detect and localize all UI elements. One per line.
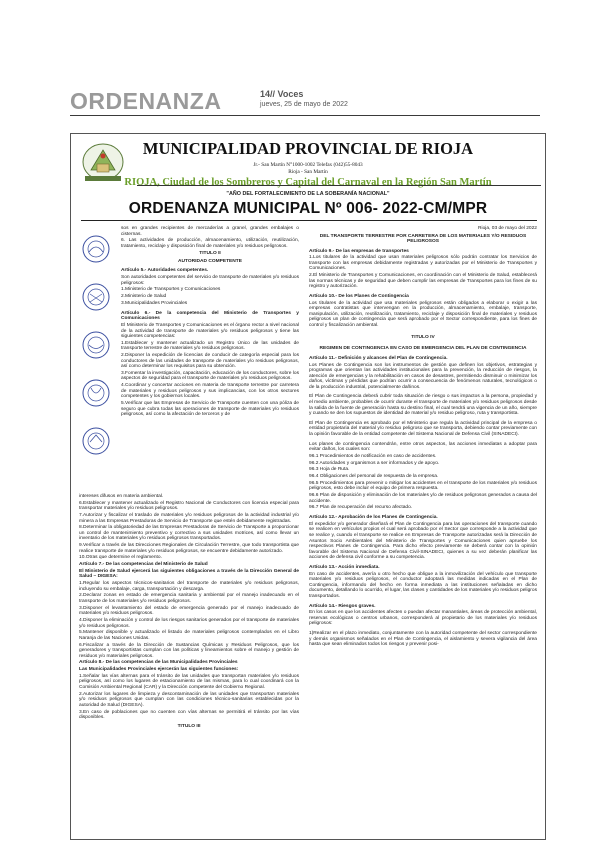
article-heading: Artículo 11.- Definición y alcances del Plan de Contingencia. — [309, 355, 448, 361]
section-heading: TITULO III — [177, 723, 201, 729]
municipality-name: MUNICIPALIDAD PROVINCIAL DE RIOJA — [142, 139, 474, 158]
paragraph: 96.3 Hoja de Ruta. — [309, 467, 350, 473]
article-heading: El Ministerio de Salud ejercerá las siguientes obligaciones a través de la Dirección General de Salud – DIGESA: — [79, 568, 299, 580]
spacer — [309, 341, 537, 344]
paragraph: 2.El Ministerio de Transportes y Comunicaciones, en coordinación con el Ministerio de Salud, establecerá las normas técnicas y de seguridad que deben cumplir las empresas de Transportes para los fines de su registro y autorización. — [309, 273, 537, 290]
location: Rioja - San Martín — [288, 169, 328, 175]
seal-icon — [81, 330, 111, 360]
paragraph: Los planes de contingencia contendrán, entre otros aspectos, las acciones inmediatas a adoptar para evitar daños, los cuales son: — [309, 441, 537, 453]
paragraph: En caso de accidentes, avería u otro hecho que obligue a la inmovilización del vehículo que transporte materiales y/o residuos peligrosos, el conductor adoptará las medidas indicadas en el Plan de Contingencia, informando del hecho en forma inmediata a las instituciones señaladas en dicho documento, detallando lo ocurrido, el lugar, las clases y cantidades de los materiales y/o residuos peligros transportados. — [309, 571, 537, 599]
paragraph: El Ministerio de Transportes y Comunicaciones es el órgano rector a nivel nacional de la actividad de transporte de materiales y/o residuos peligrosos y tiene las siguientes competencias: — [121, 322, 299, 340]
paragraph: 3.Disponer el levantamiento del estado de emergencia generado por el manejo inadecuado de materiales y/o residuos peligrosos. — [79, 605, 299, 617]
paragraph: 3.Municipalidades Provinciales — [121, 300, 188, 306]
paragraph: El Plan de Contingencia deberá cubrir toda situación de riesgo o sus impactos a la persona, propiedad y el medio ambiente, probables de ocurrir durante el transporte de materiales y/o residuos peligrosos desde la salida de la fuente de generación hasta su destino final, el cual tendrá una vigencia de un año, siempre y cuando se den los supuestos de identidad de material y/o residuo peligroso, ruta y transportista. — [309, 394, 537, 417]
paragraph: Son autoridades competentes del servicio de transporte de materiales y/o residuos peligrosos: — [121, 275, 299, 286]
section-heading: REGIMEN DE CONTINGENCIA EN CASO DE EMERGENCIA DEL PLAN DE CONTINGENCIA — [319, 346, 527, 352]
spacer — [309, 330, 537, 333]
paragraph: 4.Coordinar y concertar acciones en materia de transporte terrestre por carretera de materiales y residuos peligrosos y sus implicancias, con los otros sectores competentes y los gobiernos locales. — [121, 383, 299, 400]
paragraph: 10.Otras que determine el reglamento. — [79, 555, 162, 561]
article-heading: Artículo 9.- De las empresas de transportes — [309, 248, 409, 254]
article-heading: Artículo 10.- De los Planes de Contingencia — [309, 294, 409, 300]
paragraph: 96.1 Procedimientos de notificación en caso de accidentes. — [309, 453, 437, 459]
paragraph: 7.Autorizar y fiscalizar el traslado de materiales y/o residuos peligrosos de la actividad industrial y/o minera a las Empresas Prestadoras de Servicio de Transporte que estén debidamente registradas. — [79, 513, 299, 524]
article-heading: Artículo 8.- De las competencias de las Municipalidades Provinciales — [79, 660, 238, 666]
paragraph: intereses difusos en materia ambiental. — [79, 494, 164, 499]
paragraph: 8.Determinar la obligatoriedad de las Empresas Prestadoras de Servicio de Transporte a proporcionar un control de mantenimiento preventivo y correctivo a sus unidades motrices, así como llevar un inventario de los materiales y/o residuos peligrosos transportados. — [79, 525, 299, 542]
paragraph: sos en grandes recipientes de mercaderías a granel, grandes embalajes o cisternas. — [121, 226, 299, 237]
section-heading: DEL TRANSPORTE TERRESTRE POR CARRETERA DE LOS MATERIALES Y/O RESIDUOS PELIGROSOS — [319, 233, 527, 245]
masthead-rule — [70, 115, 540, 116]
section-heading: TITULO IV — [411, 334, 435, 340]
paragraph: 6.Establecer y mantener actualizado el Registro Nacional de Conductores con licencia especial para transportar materiales y/o residuos peligrosos. — [79, 500, 299, 512]
section-heading: TITULO II — [199, 251, 221, 257]
paragraph: 96.6 Plan de disposición y eliminación de los materiales y/o de residuos peligrosos generados a causa del accidente. — [309, 493, 537, 504]
left-column-bottom — [79, 494, 299, 730]
right-column — [309, 226, 537, 649]
paragraph: 1.Ministerio de Transportes y Comunicaciones — [121, 287, 221, 293]
masthead-issue: 14// Voces — [260, 89, 304, 99]
masthead-date: jueves, 25 de mayo de 2022 — [260, 101, 348, 108]
left-column-top — [121, 226, 299, 419]
seal-icon — [81, 378, 111, 408]
paragraph: El Plan de Contingencia es aprobado por el Ministerio que regula la actividad principal de la empresa o entidad propietaria del material y/o residuo peligroso que se transporta, debiendo contar previamente con la opinión favorable de la entidad competente del Sistema Nacional de Defensa Civil (SINADECI). — [309, 420, 537, 437]
paragraph: El expedidor y/o generador diseñará el Plan de Contingencia para las operaciones del transporte cuando se realicen en vehículos propios el cual será aprobado por el Sector que corresponde a la actividad que se realice y, cuando el transporte se realice en Empresas de Transporte autorizadas será la Dirección de Asuntos Socio Ambientales del Ministerio de Transportes y Comunicaciones quien apruebe los respectivos Planes de Contingencia. Para dicho efecto previamente se deberá contar con la opinión favorable del Sistema Nacional de Defensa Civil-SINADECI, quienes a su vez deberán planificar las acciones de defensa civil conforme a su competencia. — [309, 521, 537, 561]
masthead — [70, 86, 540, 116]
ordinance-title: ORDENANZA MUNICIPAL Nº 006- 2022-CM/MPR — [128, 200, 488, 217]
article-heading: Las Municipalidades Provinciales ejercerán las siguientes funciones: — [79, 667, 239, 673]
article-heading: Artículo 12.- Aprobación de los Planes de Contingencia. — [309, 515, 438, 521]
title-rule — [81, 220, 537, 221]
section-heading: AUTORIDAD COMPETENTE — [178, 258, 242, 264]
paragraph: 96.7 Plan de recuperación del recurso afectado. — [309, 505, 413, 511]
paragraph: 1.Establecer y mantener actualizado un Registro Único de las unidades de transporte terrestre de materiales y/o residuos peligrosos. — [121, 340, 299, 352]
paragraph: Los Planes de Contingencia son los instrumentos de gestión que definen los objetivos, estrategias y programas que orientan las actividades institucionales para la prevención, la reducción de riesgos, la atención de emergencias y la rehabilitación en casos de desastres, permitiendo disminuir o minimizar los daños, víctimas y pérdidas que podrían ocurrir a consecuencia de fenómenos naturales, tecnológicos o de la producción industrial, potencialmente dañinos. — [309, 362, 537, 390]
paragraph: 2.Declarar zonas en estado de emergencia sanitaria y ambiental por el manejo inadecuado en el transporte de los materiales y/o residuos peligrosos. — [79, 593, 299, 604]
paragraph: 2.Ministerio de Salud — [121, 294, 167, 300]
article-heading: Artículo 14.- Riesgos graves. — [309, 603, 376, 609]
paragraph: 4.Disponer la eliminación y control de los riesgos sanitarios generados por el transporte de materiales y/o residuos peligrosos. — [79, 618, 299, 629]
paragraph: 96.5 Procedimientos para prevenir o mitigar los accidentes en el transporte de los materiales y/o residuos peligrosos, esto debe incluir el equipo de primera respuesta. — [309, 480, 537, 492]
paragraph: 1.Señalar las vías alternas para el tránsito de las unidades que transportan materiales y/o residuos peligrosos, así como los lugares de estacionamiento de las mismas, para lo cual coordinará con la Comisión Ambiental Regional (CAR) y la Dirección competente del Gobierno Regional. — [79, 673, 299, 690]
seal-icon — [81, 234, 111, 264]
paragraph: 1)Realizar en el plazo inmediato, conjuntamente con la autoridad competente del sector correspondiente y demás organismos señalados en el Plan de Contingencia, el aislamiento y severa vigilancia del área hasta que sean eliminados todos los riesgos y prevenir posi- — [309, 631, 537, 648]
paragraph: 3.En caso de poblaciones que no cuenten con vías alternas se permitirá el tránsito por las vías disponibles. — [79, 709, 299, 721]
paragraph: 2.Disponer la expedición de licencias de conducir de categoría especial para los conductores de las unidades de transporte de materiales y/o residuos peligrosos, así como determinar los requisitos para su obtención. — [121, 353, 299, 370]
paragraph: 9.Verificar a través de las Direcciones Regionales de Circulación Terrestre, que todo transportista que realice transporte de materiales y/o residuos peligrosos, se encuentre debidamente autorizado. — [79, 543, 299, 554]
article-heading: Artículo 6.- De la competencia del Ministerio de Transportes y Comunicaciones — [121, 310, 299, 322]
paragraph: 5.Mantener disponible y actualizado el listado de materiales peligrosos contemplados en el Libro Naranja de las Naciones Unidas. — [79, 630, 299, 641]
paragraph: 96.4 Obligaciones del personal de respuesta de la empresa. — [309, 474, 439, 480]
article-heading: Artículo 7.- De las competencias del Ministerio de Salud — [79, 562, 208, 568]
paragraph: 5.Verificar que las Empresas de Servicio de Transporte cuenten con una póliza de seguro que cubra todas las operaciones de transporte de materiales y/o residuos peligrosos, así como la afectación de terceros y de — [121, 401, 299, 418]
dateline: Rioja, 03 de mayo del 2022 — [478, 226, 537, 231]
letterhead — [71, 138, 545, 188]
address: Jr.- San Martín N°1000-1002 Telefax (042)55-8043 — [253, 162, 363, 168]
paragraph: 1.Los titulares de la actividad que usan materiales peligrosos sólo podrán contratar los Servicios de transporte con las empresas debidamente registradas y autorizadas por el Ministerio de Transportes y Comunicaciones. — [309, 255, 537, 272]
paragraph: 6. Las actividades de producción, almacenamiento, utilización, reutilización, tratamiento, reciclaje y disposición final de materiales y/o residuos peligrosos. — [121, 238, 299, 249]
paragraph: 96.2 Autoridades y organismos a ser informados y de apoyo. — [309, 460, 440, 466]
paragraph: Los titulares de la actividad que usa materiales peligrosos están obligados a elaborar o exigir a las empresas contratistas que intervengan en la producción, almacenamiento, embalaje, transporte, manipulación, utilización, reutilización, tratamiento, reciclaje y disposición final de materiales y residuos peligrosos un plan de contingencia que será aprobado por el Sector correspondiente, para los fines de control y fiscalización ambiental. — [309, 300, 537, 328]
paragraph: 1.Regular los aspectos técnicos-sanitarios del transporte de materiales y/o residuos peligrosos, incluyendo su embalaje, carga, transportación y descarga. — [79, 581, 299, 592]
seal-icon — [81, 426, 111, 456]
article-heading: Artículo 5.- Autoridades competentes. — [121, 268, 209, 274]
paragraph: 3.Fomentar la investigación, capacitación, educación de los conductores, sobre los aspectos de seguridad para el transporte de materiales y/o residuos peligrosos. — [121, 370, 299, 382]
letterhead-rule — [137, 185, 541, 186]
paragraph: 6.Fiscalizar a través de la Dirección de Sustancias Químicas y Residuos Peligrosos, que los generadores y transportistas cumplan con las políticas y lineamientos sobre el manejo y gestión de residuos y/o materiales peligrosos. — [79, 642, 299, 659]
ordinance-page — [70, 133, 546, 840]
paragraph: 2.Autorizar los lugares de limpieza y descontaminación de las unidades que transportan materiales y/o residuos peligrosos que cumplan con las condiciones técnico-sanitarias establecidas por la autoridad de Salud (DIGESA). — [79, 691, 299, 708]
year-motto: "AÑO DEL FORTALECIMIENTO DE LA SOBERANÍA NACIONAL" — [226, 191, 390, 197]
seal-icon — [81, 282, 111, 312]
paragraph: En los casos en que los accidentes afecten o puedan afectar manantiales, áreas de protección ambiental, reservas ecológicas o centros urbanos, corresponderá al propietario de los materiales y/o residuos peligrosos: — [309, 610, 537, 627]
masthead-title: ORDENANZA — [70, 88, 222, 114]
slogan: RIOJA, Ciudad de los Sombreros y Capital del Carnaval en la Región San Martín — [124, 177, 492, 188]
article-heading: Artículo 13.- Acción inmediata. — [309, 564, 380, 570]
